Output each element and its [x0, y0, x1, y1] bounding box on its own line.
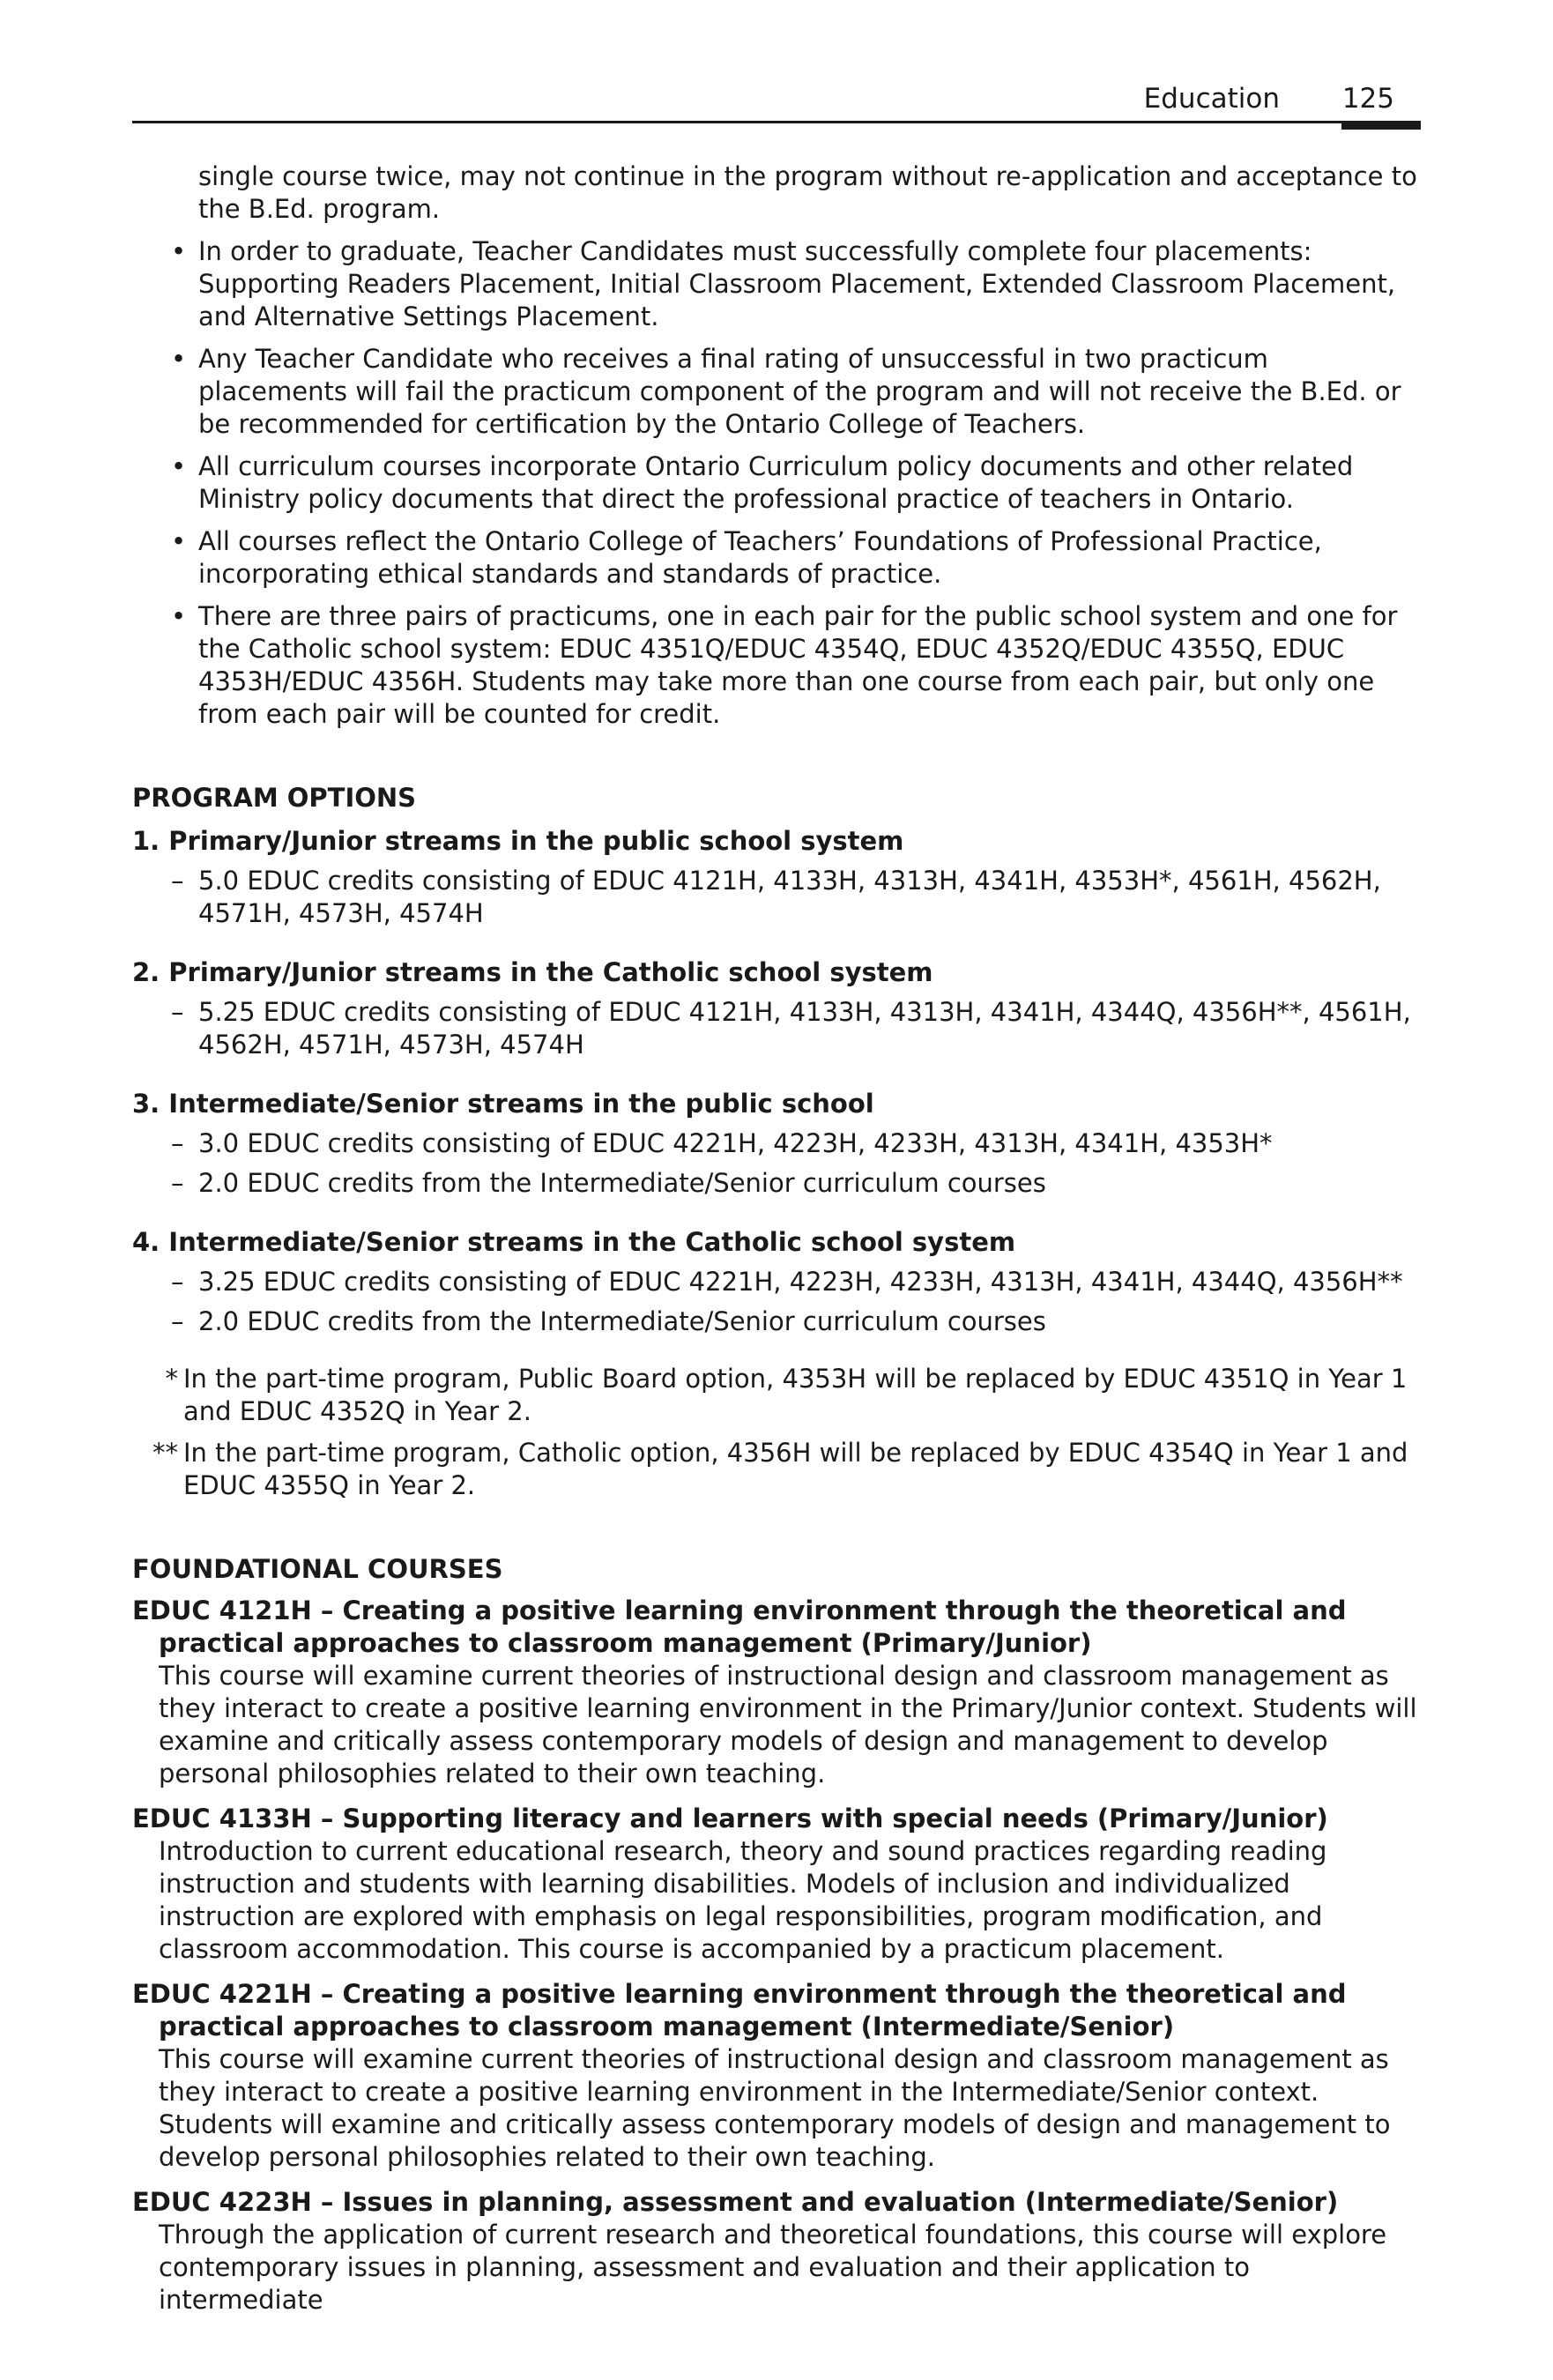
footnote	[132, 1363, 1421, 1428]
bullet-item	[132, 343, 1421, 441]
bullet-text: All courses reflect the Ontario College of Teachers’ Foundations of Professional Practice, incorporating ethical standards and standards of practice.	[198, 526, 1322, 589]
bullet-item	[132, 235, 1421, 333]
course-entry	[132, 1978, 1421, 2174]
option-item-text: 2.0 EDUC credits from the Intermediate/Senior curriculum courses	[198, 1168, 1046, 1198]
header-rule	[132, 121, 1421, 123]
option-item	[132, 1266, 1421, 1298]
header-section-title: Education	[1143, 83, 1280, 115]
dash-mark: –	[171, 1168, 184, 1198]
option-item-text: 5.25 EDUC credits consisting of EDUC 4121H, 4133H, 4313H, 4341H, 4344Q, 4356H**, 4561H, 4562H, 4571H, 4573H, 4574H	[198, 997, 1411, 1060]
option-item-text: 5.0 EDUC credits consisting of EDUC 4121H, 4133H, 4313H, 4341H, 4353H*, 4561H, 4562H, 4571H, 4573H, 4574H	[198, 866, 1381, 928]
option-item	[132, 996, 1421, 1061]
course-title: EDUC 4221H – Creating a positive learning environment through the theoretical and practical approaches to classroom management (Intermediate/Senior)	[132, 1979, 1347, 2042]
option-item-text: 3.25 EDUC credits consisting of EDUC 4221H, 4223H, 4233H, 4313H, 4341H, 4344Q, 4356H**	[198, 1267, 1403, 1297]
option-item	[132, 865, 1421, 930]
page-content	[132, 160, 1421, 2317]
option-title: 2. Primary/Junior streams in the Catholic school system	[132, 957, 933, 987]
course-title: EDUC 4133H – Supporting literacy and learners with special needs (Primary/Junior)	[132, 1804, 1328, 1833]
course-entry	[132, 1803, 1421, 1966]
header-tab-marker	[1341, 121, 1421, 130]
course-description: Through the application of current research and theoretical foundations, this course will explore contemporary issues in planning, assessment and evaluation and their application to intermediate	[159, 2220, 1387, 2315]
footnote-mark: **	[152, 1438, 178, 1468]
option-title: 4. Intermediate/Senior streams in the Catholic school system	[132, 1227, 1016, 1257]
dash-mark: –	[171, 866, 184, 896]
bullet-mark: •	[171, 451, 187, 481]
bullet-text: In order to graduate, Teacher Candidates must successfully complete four placements: Supporting Readers Placement, Initial Classroom Placement, Extended Classroom Placement, and Alternative Settings Placement.	[198, 236, 1396, 331]
footnote-mark: *	[165, 1364, 178, 1394]
footnote-text: In the part-time program, Public Board option, 4353H will be replaced by EDUC 4351Q in Year 1 and EDUC 4352Q in Year 2.	[183, 1364, 1408, 1426]
bullet-text: Any Teacher Candidate who receives a final rating of unsuccessful in two practicum placements will fail the practicum component of the program and will not receive the B.Ed. or be recommended for certification by the Ontario College of Teachers.	[198, 344, 1401, 439]
option-item	[132, 1305, 1421, 1338]
footnotes	[132, 1363, 1421, 1502]
bullet-text: All curriculum courses incorporate Ontario Curriculum policy documents and other related Ministry policy documents that direct the professional practice of teachers in Ontario.	[198, 451, 1354, 514]
footnote-text: In the part-time program, Catholic option, 4356H will be replaced by EDUC 4354Q in Year 1 and EDUC 4355Q in Year 2.	[183, 1438, 1408, 1500]
continuation-text: single course twice, may not continue in the program without re-application and acceptance to the B.Ed. program.	[198, 161, 1417, 224]
option-title: 3. Intermediate/Senior streams in the public school	[132, 1089, 874, 1119]
bullet-mark: •	[171, 526, 187, 556]
option-item-text: 3.0 EDUC credits consisting of EDUC 4221H, 4223H, 4233H, 4313H, 4341H, 4353H*	[198, 1128, 1273, 1158]
bullet-mark: •	[171, 236, 187, 266]
footnote	[132, 1437, 1421, 1502]
running-header	[132, 81, 1421, 116]
course-description: This course will examine current theories of instructional design and classroom management as they interact to create a positive learning environment in the Primary/Junior context. Students will examine and critically assess contemporary models of design and management to develop personal philosophies related to their own teaching.	[159, 1661, 1417, 1789]
course-entry	[132, 1595, 1421, 1790]
bullet-item	[132, 600, 1421, 731]
course-description: Introduction to current educational research, theory and sound practices regarding reading instruction and students with learning disabilities. Models of inclusion and individualized instruction are explored with emphasis on legal responsibilities, program modification, and classroom accommodation. This course is accompanied by a practicum placement.	[159, 1836, 1327, 1964]
bullet-item	[132, 450, 1421, 516]
dash-mark: –	[171, 1267, 184, 1297]
course-title: EDUC 4121H – Creating a positive learning environment through the theoretical and practical approaches to classroom management (Primary/Junior)	[132, 1595, 1347, 1658]
course-title: EDUC 4223H – Issues in planning, assessment and evaluation (Intermediate/Senior)	[132, 2187, 1339, 2217]
dash-mark: –	[171, 997, 184, 1027]
bullet-text: There are three pairs of practicums, one in each pair for the public school system and one for the Catholic school system: EDUC 4351Q/EDUC 4354Q, EDUC 4352Q/EDUC 4355Q, EDUC 4353H/EDUC 4356H. Students may take more than one course from each pair, but only one from each pair will be counted for credit.	[198, 601, 1398, 729]
bullet-item	[132, 525, 1421, 591]
dash-mark: –	[171, 1306, 184, 1336]
program-options-heading: PROGRAM OPTIONS	[132, 783, 417, 813]
page-number: 125	[1341, 83, 1394, 115]
course-description: This course will examine current theories of instructional design and classroom management as they interact to create a positive learning environment in the Intermediate/Senior context. Students will examine and critically assess contemporary models of design and management to develop personal philosophies related to their own teaching.	[159, 2044, 1391, 2172]
option-item	[132, 1127, 1421, 1160]
option-title: 1. Primary/Junior streams in the public school system	[132, 826, 904, 856]
course-entry	[132, 2186, 1421, 2317]
bullet-mark: •	[171, 344, 187, 374]
foundational-courses-heading: FOUNDATIONAL COURSES	[132, 1554, 503, 1584]
bullet-mark: •	[171, 601, 187, 631]
dash-mark: –	[171, 1128, 184, 1158]
option-item-text: 2.0 EDUC credits from the Intermediate/Senior curriculum courses	[198, 1306, 1046, 1336]
option-item	[132, 1167, 1421, 1200]
